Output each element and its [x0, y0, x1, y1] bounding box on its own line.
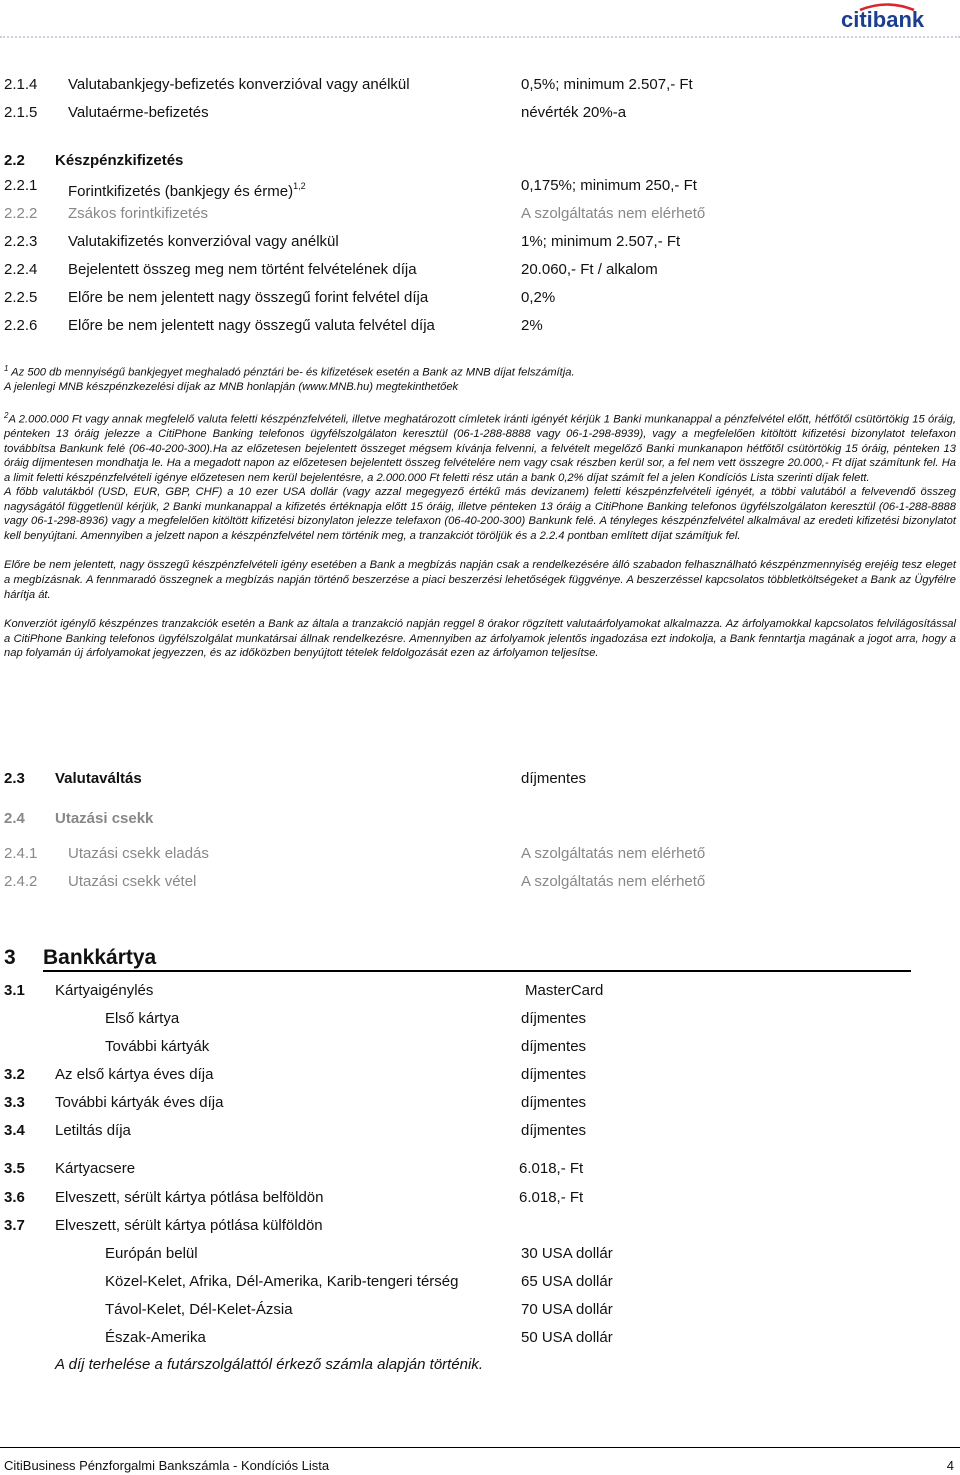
row-number: 2.4.2: [4, 873, 38, 890]
section-2-3: 2.3 Valutaváltás díjmentes: [4, 770, 587, 787]
row-label: Közel-Kelet, Afrika, Dél-Amerika, Karib-tengeri térség: [105, 1273, 459, 1290]
row-value: 6.018,- Ft: [519, 1189, 584, 1206]
citibank-logo: [840, 2, 950, 32]
fee-row: [0, 1300, 960, 1320]
row-label: Kártyacsere: [55, 1160, 136, 1177]
row-label: Előre be nem jelentett nagy összegű valuta felvétel díja: [68, 317, 435, 334]
row-value: 1%; minimum 2.507,- Ft: [521, 233, 681, 250]
row-number: 3.3: [4, 1094, 25, 1111]
fee-row: [0, 260, 960, 280]
section-3-title: 3 Bankkártya: [4, 946, 16, 970]
footnote-2: $^2$A 2.000.000 Ft vagy annak megfelelő valuta feletti készpénzfelvételi, illetve meghatározott címletek iránti igényét kérjük 1 Banki munkanappal a pénzfelvétel előtt, hétfőtől csütörtökig 15 óráig, pénteken 13 óráig jelezze a CitiPhone Banking telefonos ügyfélszolgálaton keresztül (06-1-288-8888 vagy 06-1-298-8939), vagy a megfelelően kitöltött kifizetési bizonylatot telefaxon továbbítsa Bankunk felé (06-40-200-300).Ha az előzetesen bejelentett összeget mégsem kívánja felvenni, a felvételt megelőző Banki munkanapon hétfőtől csütörtökig 15 óráig, pénteken 13 óráig díjmentesen mondhatja le. Ha a megadott napon az előzetesen bejelentett összeg felvételére nem vagy csak részben kerül sor, a fel nem vett összegre 20.000,- Ft díjat számítunk fel. Ha a limit feletti készpénzfelvételi igénye előzetesen nem kerül bejelentésre, a 2.000.000 Ft feletti rész után a bank 0,2% díjat számít fel a jelen Kondíciós Lista szerinti díjak felett.: [4, 410, 956, 484]
fee-row: [0, 232, 960, 252]
row-number: 2.2.5: [4, 289, 38, 306]
row-label: Előre be nem jelentett nagy összegű forint felvétel díja: [68, 289, 429, 306]
row-number: 2.2.3: [4, 233, 38, 250]
row-label: Letiltás díja: [55, 1122, 131, 1139]
row-label: Az első kártya éves díja: [55, 1066, 214, 1083]
row-value: 50 USA dollár: [521, 1329, 613, 1346]
fee-row: [0, 981, 960, 1001]
row-value: díjmentes: [521, 1066, 587, 1083]
row-label: Bejelentett összeg meg nem történt felvételének díja: [68, 261, 417, 278]
row-value: díjmentes: [521, 1010, 587, 1027]
row-number: 2.1.5: [4, 104, 38, 121]
row-number: 3.7: [4, 1217, 25, 1234]
fee-row: [0, 1121, 960, 1141]
row-value: 0,5%; minimum 2.507,- Ft: [521, 76, 693, 93]
row-value: 6.018,- Ft: [519, 1160, 584, 1177]
row-label: Utazási csekk vétel: [68, 873, 197, 890]
fee-row: [0, 1244, 960, 1264]
row-label: Valutabankjegy-befizetés konverzióval vagy anélkül: [68, 76, 410, 93]
row-value: A szolgáltatás nem elérhető: [521, 205, 706, 222]
row-label: További kártyák éves díja: [55, 1094, 224, 1111]
row-label: Elveszett, sérült kártya pótlása külföldön: [55, 1217, 323, 1234]
footer-title: CitiBusiness Pénzforgalmi Bankszámla - Kondíciós Lista: [4, 1458, 330, 1473]
row-value: MasterCard: [525, 982, 604, 999]
fee-row: [0, 872, 960, 892]
row-label: Utazási csekk eladás: [68, 845, 209, 862]
logo-text: citibank: [841, 7, 925, 32]
row-number: 3.4: [4, 1122, 25, 1139]
fee-row: [0, 316, 960, 336]
row-value: 70 USA dollár: [521, 1301, 613, 1318]
row-value: 20.060,- Ft / alkalom: [521, 261, 658, 278]
fee-row: [0, 103, 960, 123]
row-value: 0,2%: [521, 289, 556, 306]
fee-row: [0, 75, 960, 95]
row-value: A szolgáltatás nem elérhető: [521, 873, 706, 890]
note-paragraph-2: A főbb valutákból (USD, EUR, GBP, CHF) a 10 ezer USA dollár (vagy azzal megegyező értékű más devizanem) feletti készpénzfelvételi igényét, a többi valutából a felvevendő összeg nagyságától függetlenül kérjük, 2 Banki munkanappal a kifizetés értéknapja előtt 15 óráig, illetve pénteken 13 óráig a CitiPhone Banking telefonos ügyfélszolgálaton keresztül (06-1-288-8888 vagy 06-1-298-8936) vagy a megfelelően kitöltött kifizetési bizonylaton jelezze telefaxon (06-40-200-300) Bankunk felé. A tényleges készpénzfelvétel alkalmával az eredeti kifizetési bizonylatot kell benyújtani. Amennyiben a jelzett napon a készpénzfelvétel nem történik meg, a tranzakciót töröljük és a 2.2.4 pontban említett díjat számítjuk fel.: [4, 486, 956, 542]
page-number: 4: [946, 1458, 954, 1473]
header-divider: [0, 36, 960, 38]
section-3-title-text: Bankkártya: [43, 946, 157, 969]
fee-row: [0, 1065, 960, 1085]
fee-row: [0, 1093, 960, 1113]
row-value: 2%: [521, 317, 543, 334]
fee-note: A díj terhelése a futárszolgálattól érkező számla alapján történik.: [55, 1356, 484, 1373]
note-paragraph-3: Előre be nem jelentett, nagy összegű készpénzfelvételi igény esetében a Bank a megbízás napján csak a rendelkezésére álló szabadon felhasználható készpénzmennyiség erejéig tesz eleget a megbízásnak. A fennmaradó összegnek a megbízás napján történő beszerzése a piaci beszerzési lehetőségek függvénye. A beszerzéssel kapcsolatos többletköltségeket a Bank az Ügyfélre hárítja át.: [4, 559, 956, 601]
note-paragraph-4: Konverziót igénylő készpénzes tranzakciók esetén a Bank az általa a tranzakció napján reggel 8 órakor rögzített valutaárfolyamokat alkalmazza. Az árfolyamokkal kapcsolatos felvilágosítással a CitiPhone Banking telefonos ügyfélszolgálat munkatársai állnak rendelkezésre. Amennyiben az árfolyamok jelentős ingadozása ezt indokolja, a Bank fenntartja magának a jogot arra, hogy a nap folyamán új árfolyamokat jegyezzen, és az időközben benyújtott tételek feldolgozását ezen az árfolyamon teljesítse.: [4, 618, 956, 660]
row-label: Észak-Amerika: [105, 1329, 206, 1346]
row-number: 3.5: [4, 1160, 25, 1177]
row-value: díjmentes: [521, 1038, 587, 1055]
row-label: Elveszett, sérült kártya pótlása belföldön: [55, 1189, 324, 1206]
section-2-2-heading: 2.2 Készpénzkifizetés: [4, 152, 184, 169]
row-value: 65 USA dollár: [521, 1273, 613, 1290]
section-2-4-heading: 2.4 Utazási csekk: [4, 810, 154, 827]
row-label: Valutakifizetés konverzióval vagy anélkül: [68, 233, 339, 250]
row-value: névérték 20%-a: [521, 104, 627, 121]
row-label: Valutaérme-befizetés: [68, 104, 209, 121]
row-value: díjmentes: [521, 1094, 587, 1111]
row-label: Kártyaigénylés: [55, 982, 154, 999]
fee-row: [0, 1037, 960, 1057]
row-label: Zsákos forintkifizetés: [68, 205, 209, 222]
fee-row: [0, 288, 960, 308]
row-number: 3.6: [4, 1189, 25, 1206]
row-number: 2.2.4: [4, 261, 38, 278]
footer-divider: [0, 1447, 960, 1448]
footnote-1-line2: A jelenlegi MNB készpénzkezelési díjak az MNB honlapján (www.MNB.hu) megtekinthetőek: [4, 381, 459, 394]
row-number: 2.2.6: [4, 317, 38, 334]
fee-row: [0, 1328, 960, 1348]
row-number: 2.4.1: [4, 845, 38, 862]
row-number: 3.2: [4, 1066, 25, 1083]
row-label: Első kártya: [105, 1010, 180, 1027]
row-label: További kártyák: [105, 1038, 210, 1055]
row-value: díjmentes: [521, 1122, 587, 1139]
row-number: 2.1.4: [4, 76, 38, 93]
fee-row: [0, 1272, 960, 1292]
row-label: Európán belül: [105, 1245, 198, 1262]
row-value: A szolgáltatás nem elérhető: [521, 845, 706, 862]
row-number: 2.2.2: [4, 205, 38, 222]
footnotes: [4, 362, 956, 661]
fee-row: [0, 1216, 960, 1236]
fee-row: [0, 1159, 960, 1179]
fee-row: [0, 204, 960, 224]
row-number: 3.1: [4, 982, 25, 999]
footnote-1: $^1$ Az 500 db mennyiségű bankjegyet meghaladó pénztári be- és kifizetések esetén a Bank az MNB díjat felszámítja.: [4, 364, 575, 379]
row-2-2-1: 2.2.1 Forintkifizetés (bankjegy és érme)$^{1,2}$ 0,175%; minimum 250,- Ft: [4, 177, 697, 200]
row-value: 30 USA dollár: [521, 1245, 613, 1262]
fee-row: [0, 1188, 960, 1208]
fee-row: [0, 844, 960, 864]
row-label: Távol-Kelet, Dél-Kelet-Ázsia: [105, 1301, 293, 1318]
fee-row: [0, 1009, 960, 1029]
